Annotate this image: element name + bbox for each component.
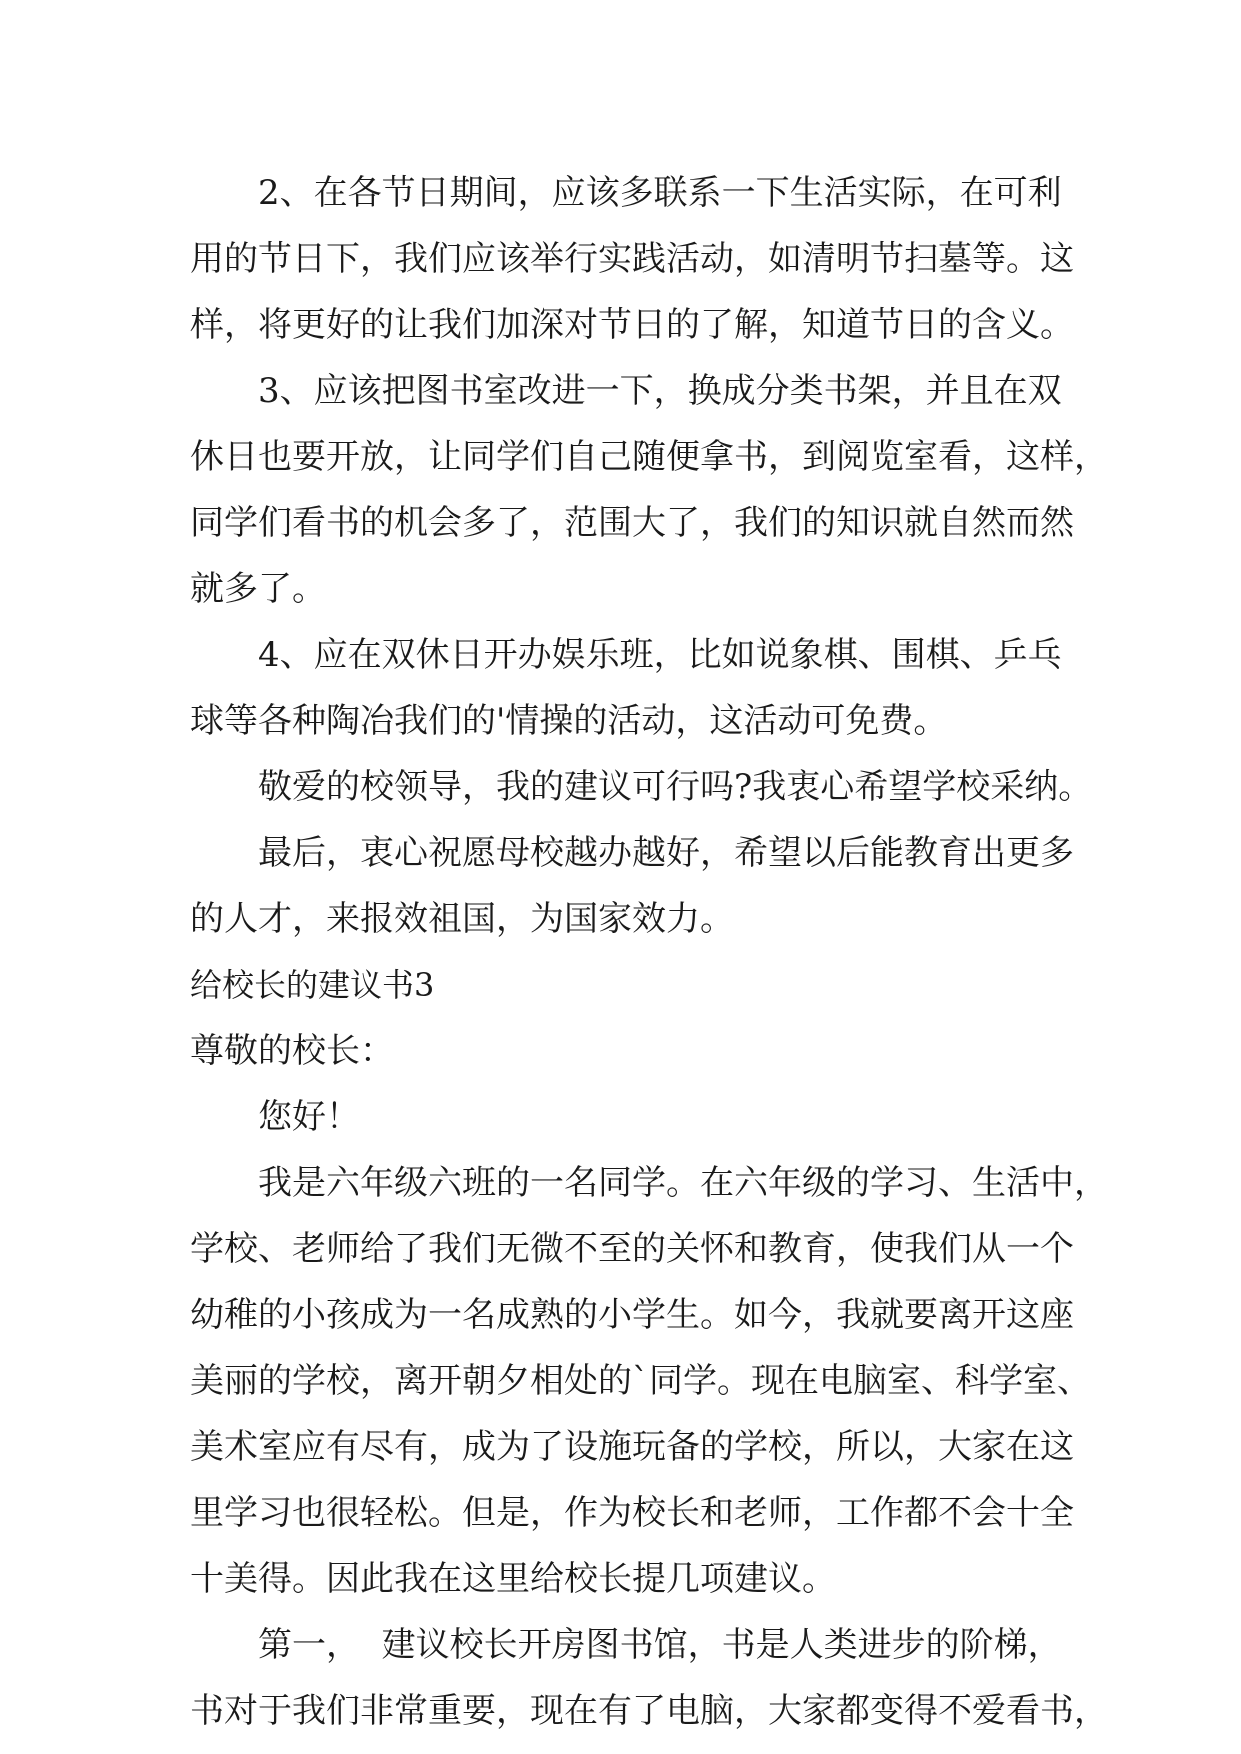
- body-paragraph-1-line-4: 美丽的学校，离开朝夕相处的`同学。现在电脑室、科学室、: [190, 1361, 1091, 1401]
- paragraph-2-line-3: 样，将更好的让我们加深对节日的了解，知道节日的含义。: [190, 305, 1074, 345]
- paragraph-3-line-2: 休日也要开放，让同学们自己随便拿书，到阅览室看，这样，: [190, 437, 1108, 477]
- paragraph-2-line-2: 用的节日下，我们应该举行实践活动，如清明节扫墓等。这: [190, 239, 1074, 279]
- greeting: 您好！: [258, 1097, 360, 1137]
- body-paragraph-1-line-6: 里学习也很轻松。但是，作为校长和老师，工作都不会十全: [190, 1493, 1074, 1533]
- paragraph-4-line-2: 球等各种陶冶我们的'情操的活动，这活动可免费。: [190, 701, 948, 741]
- body-paragraph-1-line-3: 幼稚的小孩成为一名成熟的小学生。如今，我就要离开这座: [190, 1295, 1074, 1335]
- paragraph-3-line-1: 3、应该把图书室改进一下，换成分类书架，并且在双: [258, 371, 1062, 411]
- request-line: 敬爱的校领导，我的建议可行吗?我衷心希望学校采纳。: [258, 767, 1093, 807]
- closing-line-2: 的人才，来报效祖国，为国家效力。: [190, 899, 734, 939]
- paragraph-3-line-4: 就多了。: [190, 569, 326, 609]
- body-paragraph-1-line-1: 我是六年级六班的一名同学。在六年级的学习、生活中，: [258, 1163, 1108, 1203]
- salutation: 尊敬的校长：: [190, 1031, 394, 1071]
- section-title: 给校长的建议书3: [190, 966, 435, 1004]
- body-paragraph-1-line-7: 十美得。因此我在这里给校长提几项建议。: [190, 1559, 836, 1599]
- paragraph-2-line-1: 2、在各节日期间，应该多联系一下生活实际，在可利: [258, 173, 1062, 213]
- body-paragraph-2-line-2: 书对于我们非常重要，现在有了电脑，大家都变得不爱看书，: [190, 1691, 1108, 1731]
- paragraph-3-line-3: 同学们看书的机会多了，范围大了，我们的知识就自然而然: [190, 503, 1074, 543]
- body-paragraph-2-line-1: 第一， 建议校长开房图书馆，书是人类进步的阶梯，: [258, 1625, 1062, 1665]
- body-paragraph-1-line-5: 美术室应有尽有，成为了设施玩备的学校，所以，大家在这: [190, 1427, 1074, 1467]
- body-paragraph-1-line-2: 学校、老师给了我们无微不至的关怀和教育，使我们从一个: [190, 1229, 1074, 1269]
- closing-line-1: 最后，衷心祝愿母校越办越好，希望以后能教育出更多: [258, 833, 1074, 873]
- document-content: [190, 160, 1108, 1744]
- paragraph-4-line-1: 4、应在双休日开办娱乐班，比如说象棋、围棋、乒乓: [258, 635, 1062, 675]
